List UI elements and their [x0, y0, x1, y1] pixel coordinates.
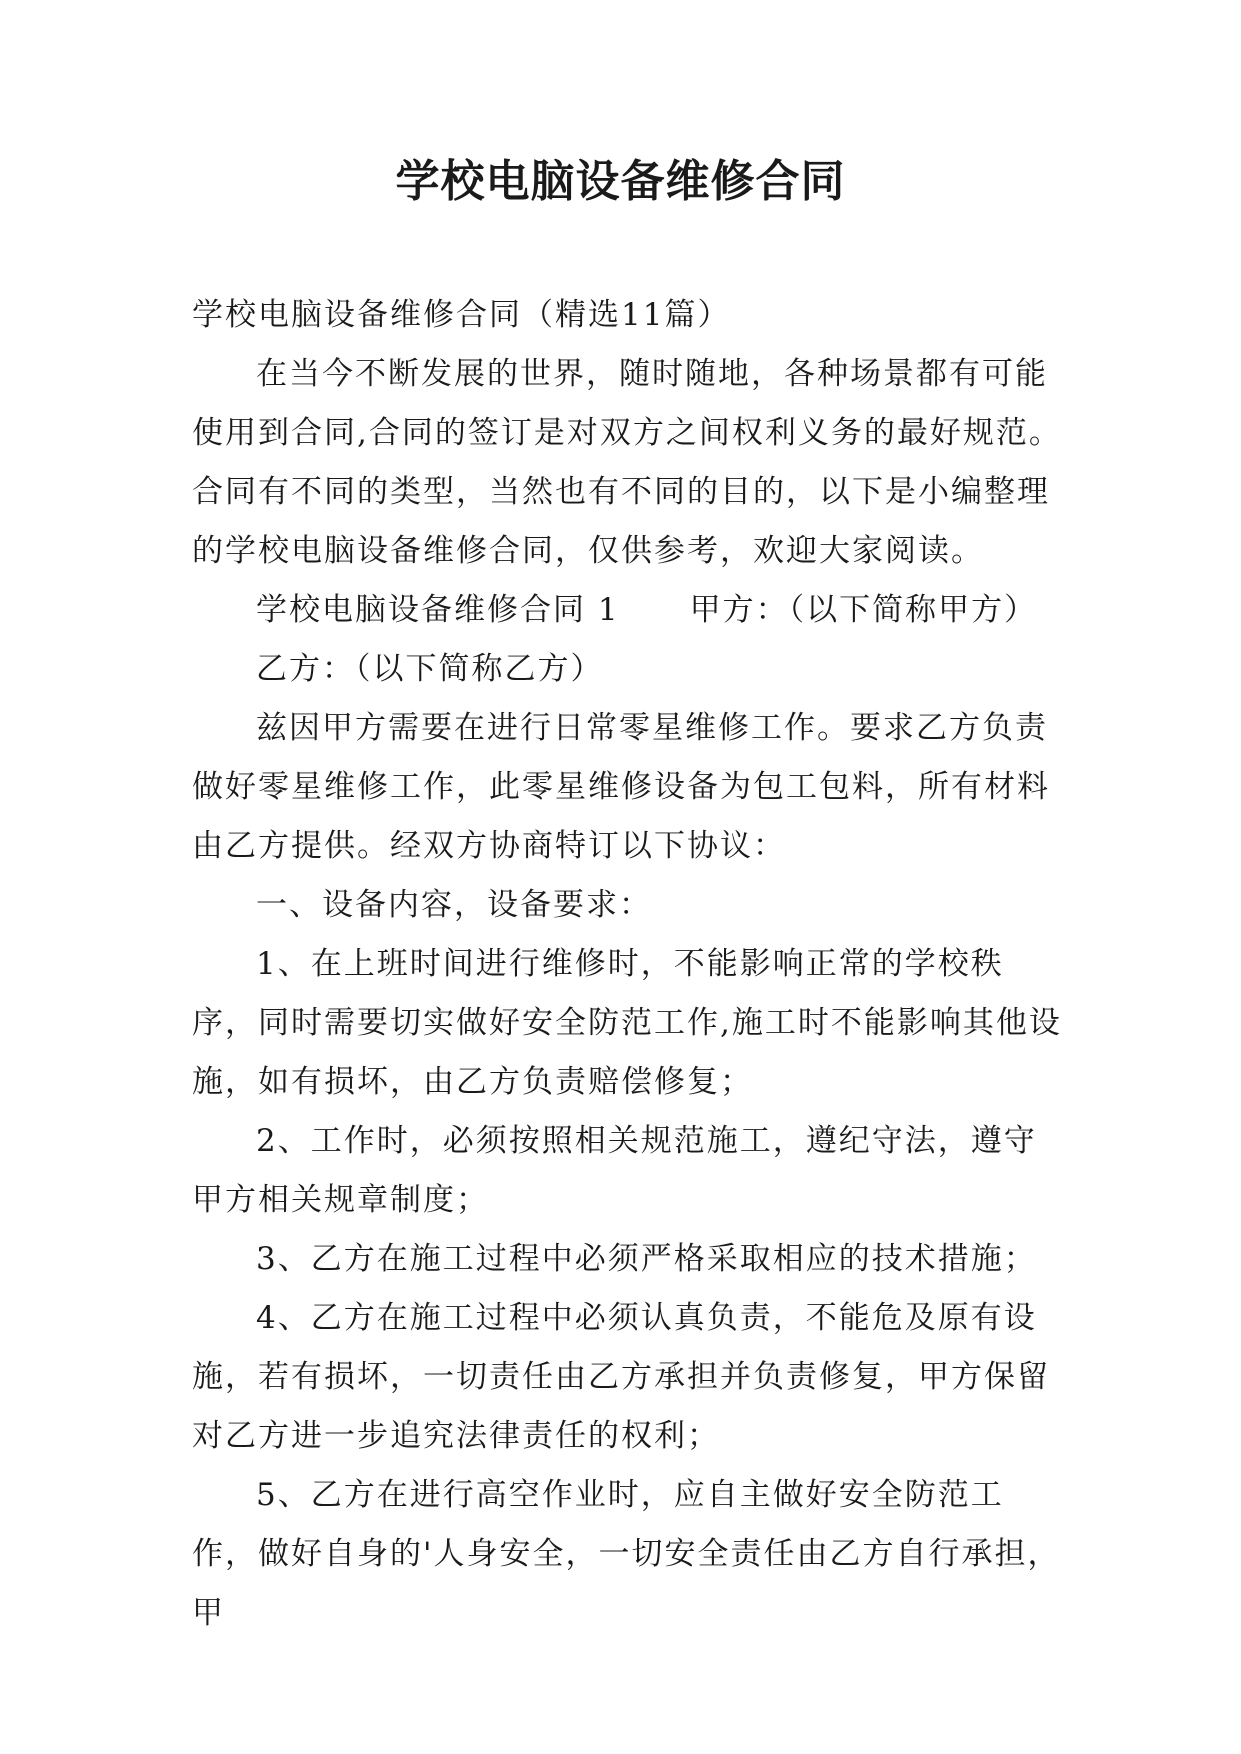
contract-heading: 学校电脑设备维修合同 1 — [256, 592, 620, 628]
section-1-title: 一、设备内容，设备要求： — [256, 887, 652, 923]
preamble-paragraph: 兹因甲方需要在进行日常零星维修工作。要求乙方负责做好零星维修工作，此零星维修设备为包工包料，所有材料由乙方提供。经双方协商特订以下协议： — [192, 710, 1050, 864]
intro-paragraph: 在当今不断发展的世界，随时随地，各种场景都有可能使用到合同,合同的签订是对双方之间权利义务的最好规范。合同有不同的类型，当然也有不同的目的，以下是小编整理的学校电脑设备维修合同，仅供参考，欢迎大家阅读。 — [192, 356, 1062, 569]
list-item: 3、乙方在施工过程中必须严格采取相应的技术措施； — [256, 1241, 1037, 1277]
document-subtitle: 学校电脑设备维修合同（精选11篇） — [192, 297, 731, 333]
list-item: 1、在上班时间进行维修时，不能影响正常的学校秩序，同时需要切实做好安全防范工作,施工时不能影响其他设施，如有损坏，由乙方负责赔偿修复； — [192, 946, 1062, 1100]
list-item: 4、乙方在施工过程中必须认真负责，不能危及原有设施，若有损坏，一切责任由乙方承担并负责修复，甲方保留对乙方进一步追究法律责任的权利； — [192, 1300, 1050, 1454]
document-title: 学校电脑设备维修合同 — [395, 156, 846, 207]
list-item: 5、乙方在进行高空作业时，应自主做好安全防范工作，做好自身的'人身安全，一切安全责任由乙方自行承担，甲 — [192, 1477, 1061, 1631]
list-item: 2、工作时，必须按照相关规范施工，遵纪守法，遵守甲方相关规章制度； — [192, 1123, 1037, 1218]
document-body — [192, 286, 1062, 1643]
contract-heading-line — [192, 581, 1062, 640]
party-a: 甲方：（以下简称甲方） — [689, 592, 1038, 628]
party-b: 乙方：（以下简称乙方） — [256, 651, 604, 687]
